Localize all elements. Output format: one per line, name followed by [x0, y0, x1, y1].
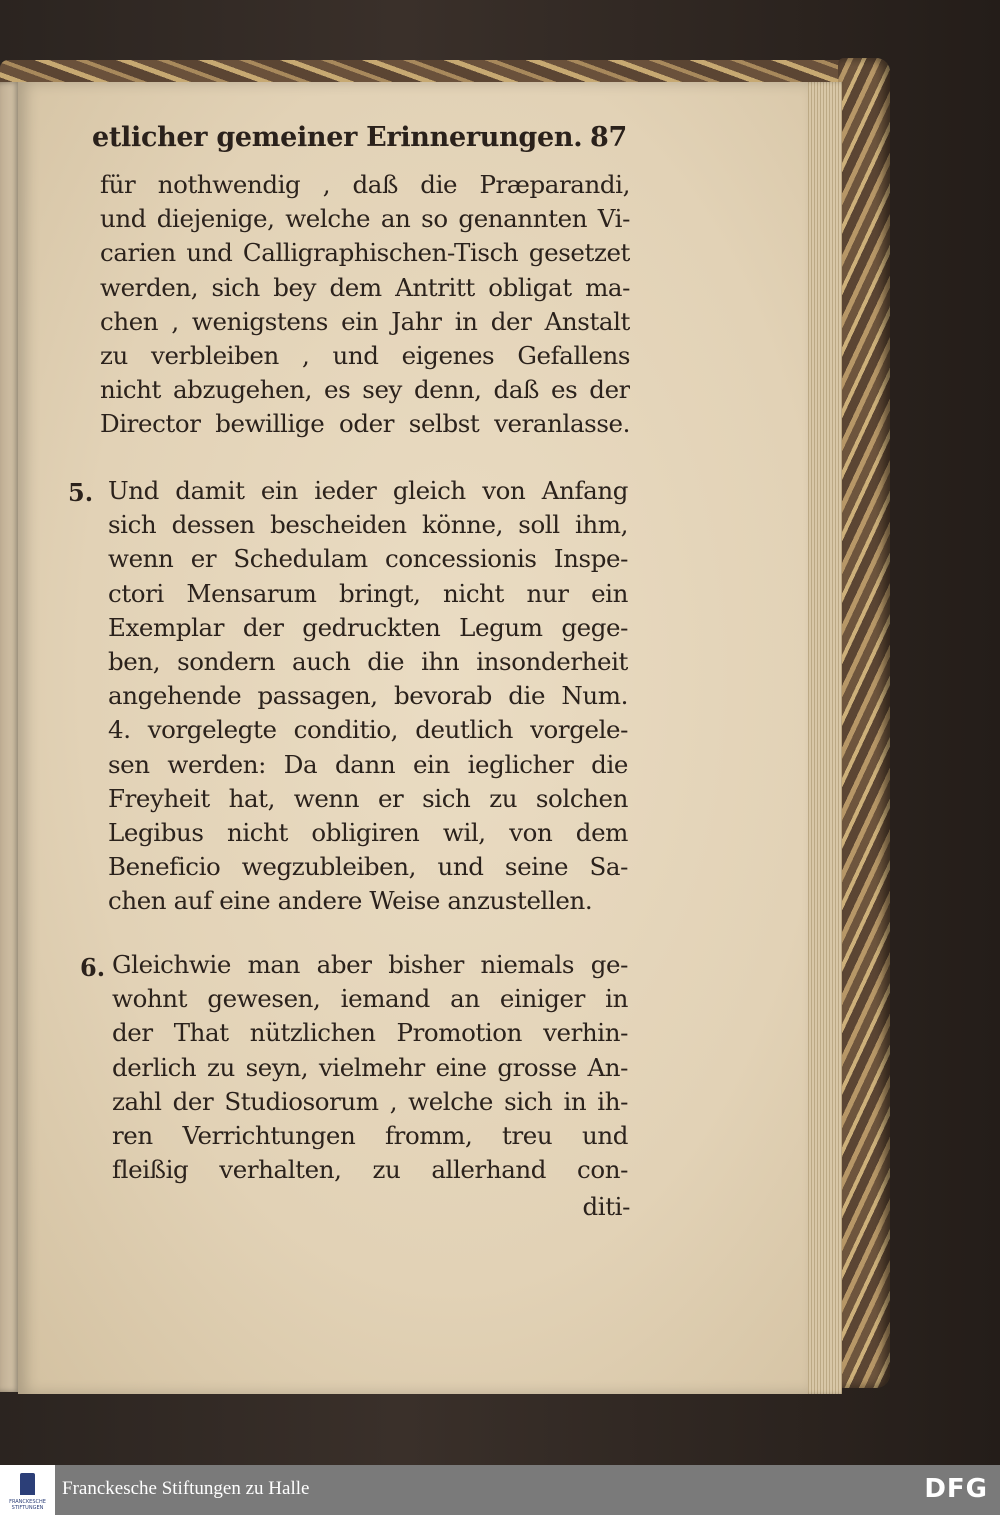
- text-line: chen , wenigstens ein Jahr in der Anstalt: [100, 306, 630, 336]
- text-line: Legibus nicht obligiren wil, von dem: [108, 817, 628, 847]
- viewer-footer: [0, 1465, 1000, 1515]
- text-line: derlich zu seyn, vielmehr eine grosse An-: [112, 1052, 628, 1082]
- institution-link[interactable]: Franckesche Stiftungen zu Halle: [62, 1478, 310, 1499]
- building-icon: [20, 1473, 35, 1495]
- text-line: Director bewillige oder selbst veranlasse.: [100, 409, 630, 439]
- text-line: werden, sich bey dem Antritt obligat ma-: [100, 272, 630, 302]
- marbled-cover-edge: [838, 58, 890, 1388]
- paragraph-5: [108, 474, 628, 918]
- text-line: sen werden: Da dann ein ieglicher die: [108, 749, 628, 779]
- text-line: Freyheit hat, wenn er sich zu solchen: [108, 783, 628, 813]
- text-line: ctori Mensarum bringt, nicht nur ein: [108, 578, 628, 608]
- text-line: Gleichwie man aber bisher niemals ge-: [112, 950, 628, 979]
- text-line: 4. vorgelegte conditio, deutlich vorgele-: [108, 715, 628, 745]
- text-line: wenn er Schedulam concessionis Inspe-: [108, 544, 628, 574]
- text-line: carien und Calligraphischen-Tisch gesetzet: [100, 238, 630, 268]
- text-line: für nothwendig , daß die Præparandi,: [100, 170, 630, 199]
- text-line: und diejenige, welche an so genannten Vi-: [100, 204, 630, 234]
- paragraph-number-6: 6.: [80, 953, 106, 982]
- facing-page-edge: [0, 82, 20, 1392]
- logo-caption: FRANCKESCHE STIFTUNGEN: [9, 1499, 46, 1511]
- text-line: zu verbleiben , und eigenes Gefallens: [100, 340, 630, 370]
- catchword: [560, 1190, 630, 1224]
- running-head: [92, 122, 627, 162]
- paragraph-6: [112, 948, 628, 1187]
- text-line: fleißig verhalten, zu allerhand con-: [112, 1155, 628, 1185]
- text-line: nicht abzugehen, es sey denn, daß es der: [100, 375, 630, 405]
- text-line: zahl der Studiosorum , welche sich in ih-: [112, 1086, 628, 1116]
- text-line: Exemplar der gedruckten Legum gege-: [108, 612, 628, 642]
- franckesche-stiftungen-logo[interactable]: [0, 1465, 55, 1515]
- paragraph-number-5: 5.: [68, 478, 94, 507]
- dfg-logo[interactable]: DFG: [924, 1474, 988, 1504]
- text-line: angehende passagen, bevorab die Num.: [108, 681, 628, 711]
- running-head-title: etlicher gemeiner Erinnerungen.: [92, 122, 583, 153]
- text-line: Und damit ein ieder gleich von Anfang: [108, 476, 628, 505]
- text-line: ren Verrichtungen fromm, treu und: [112, 1120, 628, 1150]
- text-line: chen auf eine andere Weise anzustellen.: [108, 886, 593, 916]
- text-line: der That nützlichen Promotion verhin-: [112, 1018, 628, 1048]
- text-line: sich dessen bescheiden könne, soll ihm,: [108, 510, 628, 540]
- text-line: Beneficio wegzubleiben, und seine Sa-: [108, 852, 628, 882]
- catchword-text: diti-: [582, 1192, 630, 1221]
- text-line: ben, sondern auch die ihn insonderheit: [108, 646, 628, 676]
- text-line: wohnt gewesen, iemand an einiger in: [112, 984, 628, 1014]
- page-number: 87: [590, 122, 627, 153]
- continuation-paragraph: [100, 168, 630, 442]
